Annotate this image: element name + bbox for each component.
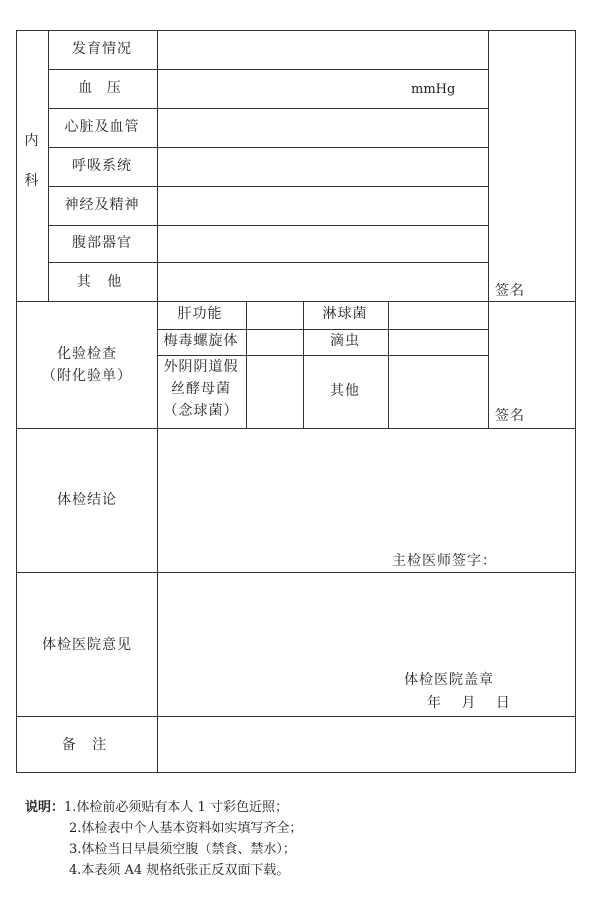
lab-column-line [303, 301, 304, 429]
table-bottom-border [16, 772, 576, 773]
notes-block [25, 797, 302, 881]
internal-sign-label: 签名 [495, 283, 525, 299]
lab-subtitle: （附化验单） [42, 368, 132, 384]
row-divider [48, 186, 488, 187]
lab-item: 丝酵母菌 [171, 381, 231, 397]
lab-title: 化验检查 [57, 346, 117, 362]
label-column-line [157, 30, 158, 773]
table-left-border [16, 30, 17, 773]
lab-row-divider [157, 329, 488, 330]
blood-pressure-unit: mmHg [411, 82, 456, 97]
row-label: 其 他 [76, 274, 128, 290]
note-item: 1.体检前必须贴有本人 1 寸彩色近照； [64, 800, 288, 815]
lab-item: 淋球菌 [322, 306, 368, 322]
row-divider [48, 108, 488, 109]
conclusion-label: 体检结论 [57, 492, 117, 508]
row-label: 心脏及血管 [64, 119, 140, 135]
section-label-char: 内 [24, 133, 40, 149]
table-right-border [575, 30, 576, 773]
remarks-label: 备 注 [61, 737, 113, 753]
hospital-stamp-label: 体检医院盖章 [404, 672, 494, 688]
row-divider [48, 69, 488, 70]
note-item: 4.本表须 A4 规格纸张正反双面下载。 [69, 863, 290, 878]
lab-column-line [246, 301, 247, 429]
row-label: 腹部器官 [72, 235, 132, 251]
lab-item: 其他 [330, 383, 360, 399]
hospital-date-label: 年 月 日 [427, 695, 518, 711]
section-column-line [48, 30, 49, 302]
lab-item: 梅毒螺旋体 [163, 333, 239, 349]
lab-item: （念球菌） [163, 403, 239, 419]
notes-lead: 说明： [25, 800, 65, 815]
lab-sign-label: 签名 [495, 408, 525, 424]
row-label: 发育情况 [72, 41, 132, 57]
section-divider [16, 572, 576, 573]
row-divider [48, 147, 488, 148]
hospital-opinion-label: 体检医院意见 [42, 637, 132, 653]
section-divider [16, 301, 576, 302]
lab-column-line [388, 301, 389, 429]
chief-physician-sign-label: 主检医师签字： [392, 553, 497, 569]
note-item: 2.体检表中个人基本资料如实填写齐全； [69, 821, 303, 836]
row-label: 呼吸系统 [72, 158, 132, 174]
section-divider [16, 428, 576, 429]
row-label: 神经及精神 [64, 197, 140, 213]
lab-row-divider [157, 355, 488, 356]
section-divider [16, 716, 576, 717]
row-divider [48, 262, 488, 263]
section-label-char: 科 [24, 173, 40, 189]
lab-item: 滴虫 [330, 333, 360, 349]
note-item: 3.体检当日早晨须空腹（禁食、禁水）； [69, 842, 296, 857]
table-top-border [16, 30, 576, 31]
sign-column-line [488, 30, 489, 429]
lab-item: 外阴阴道假 [163, 359, 239, 375]
lab-item: 肝功能 [177, 306, 223, 322]
row-label: 血 压 [78, 80, 126, 96]
row-divider [48, 225, 488, 226]
